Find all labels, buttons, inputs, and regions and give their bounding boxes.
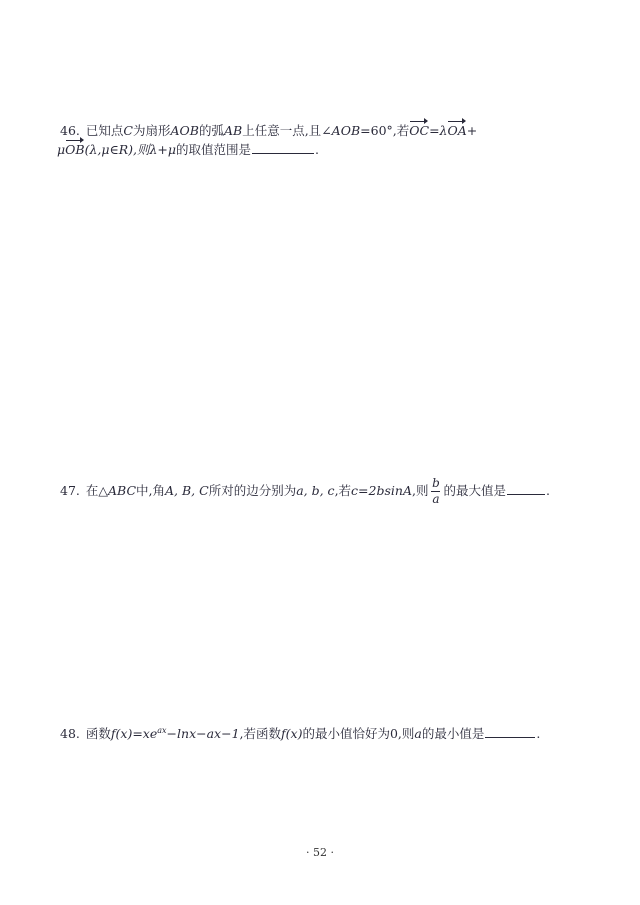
question-46-line-1	[60, 121, 477, 140]
math-op: +	[466, 123, 478, 138]
question-46-line-2	[57, 140, 477, 159]
question-text: .	[315, 142, 320, 158]
math-expr: f(x)	[281, 726, 303, 741]
answer-blank[interactable]	[252, 152, 314, 154]
question-text: ,则	[397, 726, 415, 741]
math-number: 0	[389, 726, 398, 741]
answer-blank[interactable]	[485, 736, 535, 738]
fraction-b-over-a	[431, 477, 440, 506]
question-number: 47.	[60, 483, 80, 499]
question-text: 的弧	[198, 123, 224, 138]
fraction-numerator: b	[432, 476, 440, 490]
math-op: =	[429, 123, 440, 138]
question-text: 中,角	[136, 483, 166, 499]
vector-oa: OA	[447, 121, 466, 140]
math-exponent: ax	[157, 725, 167, 735]
question-47	[60, 477, 550, 506]
question-48	[60, 724, 540, 743]
question-47-line-1	[60, 477, 550, 506]
math-expr: a, b, c	[296, 483, 335, 499]
math-var: a	[414, 726, 422, 741]
math-expr: △ABC	[98, 483, 137, 499]
vector-oc: OC	[409, 121, 429, 140]
math-expr: (λ,μ∈R),则	[84, 142, 150, 158]
question-text: 的最小值是	[421, 726, 485, 741]
question-text: 的最小值恰好为	[302, 726, 390, 741]
math-var: C	[123, 123, 133, 138]
math-expr: c=2bsinA	[351, 483, 412, 499]
question-46	[57, 121, 478, 160]
vector-ob: OB	[65, 140, 84, 159]
math-expr: −lnx−ax−1	[166, 726, 240, 741]
math-var: λ	[439, 123, 448, 138]
math-expr: f(x)=xe	[110, 726, 158, 741]
math-expr: A, B, C	[165, 483, 209, 499]
answer-blank[interactable]	[507, 493, 545, 495]
question-text: ,则	[411, 483, 429, 499]
math-expr: λ+μ	[149, 142, 177, 158]
question-number: 46.	[60, 123, 80, 138]
question-text: 已知点	[85, 123, 124, 138]
question-48-line-1	[60, 724, 540, 743]
question-number: 48.	[60, 726, 80, 741]
question-text: ,若	[334, 483, 352, 499]
question-text: .	[545, 483, 550, 499]
question-text: ,若函数	[239, 726, 282, 741]
math-var: AOB	[170, 123, 199, 138]
angle-symbol: ∠	[321, 123, 332, 138]
fraction-denominator: a	[432, 492, 440, 507]
page-number: · 52 ·	[306, 846, 334, 859]
question-text: 在	[85, 483, 99, 499]
question-text: 函数	[85, 726, 111, 741]
question-text: 的最大值是	[443, 483, 506, 499]
question-text: 为扇形	[132, 123, 171, 138]
math-var: AOB	[331, 123, 361, 138]
question-text: =60°,若	[360, 123, 410, 138]
question-text: 所对的边分别为	[208, 483, 297, 499]
math-var: AB	[223, 123, 243, 138]
math-var: μ	[57, 142, 66, 158]
question-text: 的取值范围是	[176, 142, 252, 158]
question-text: .	[536, 726, 541, 741]
question-text: 上任意一点,且	[242, 123, 322, 138]
